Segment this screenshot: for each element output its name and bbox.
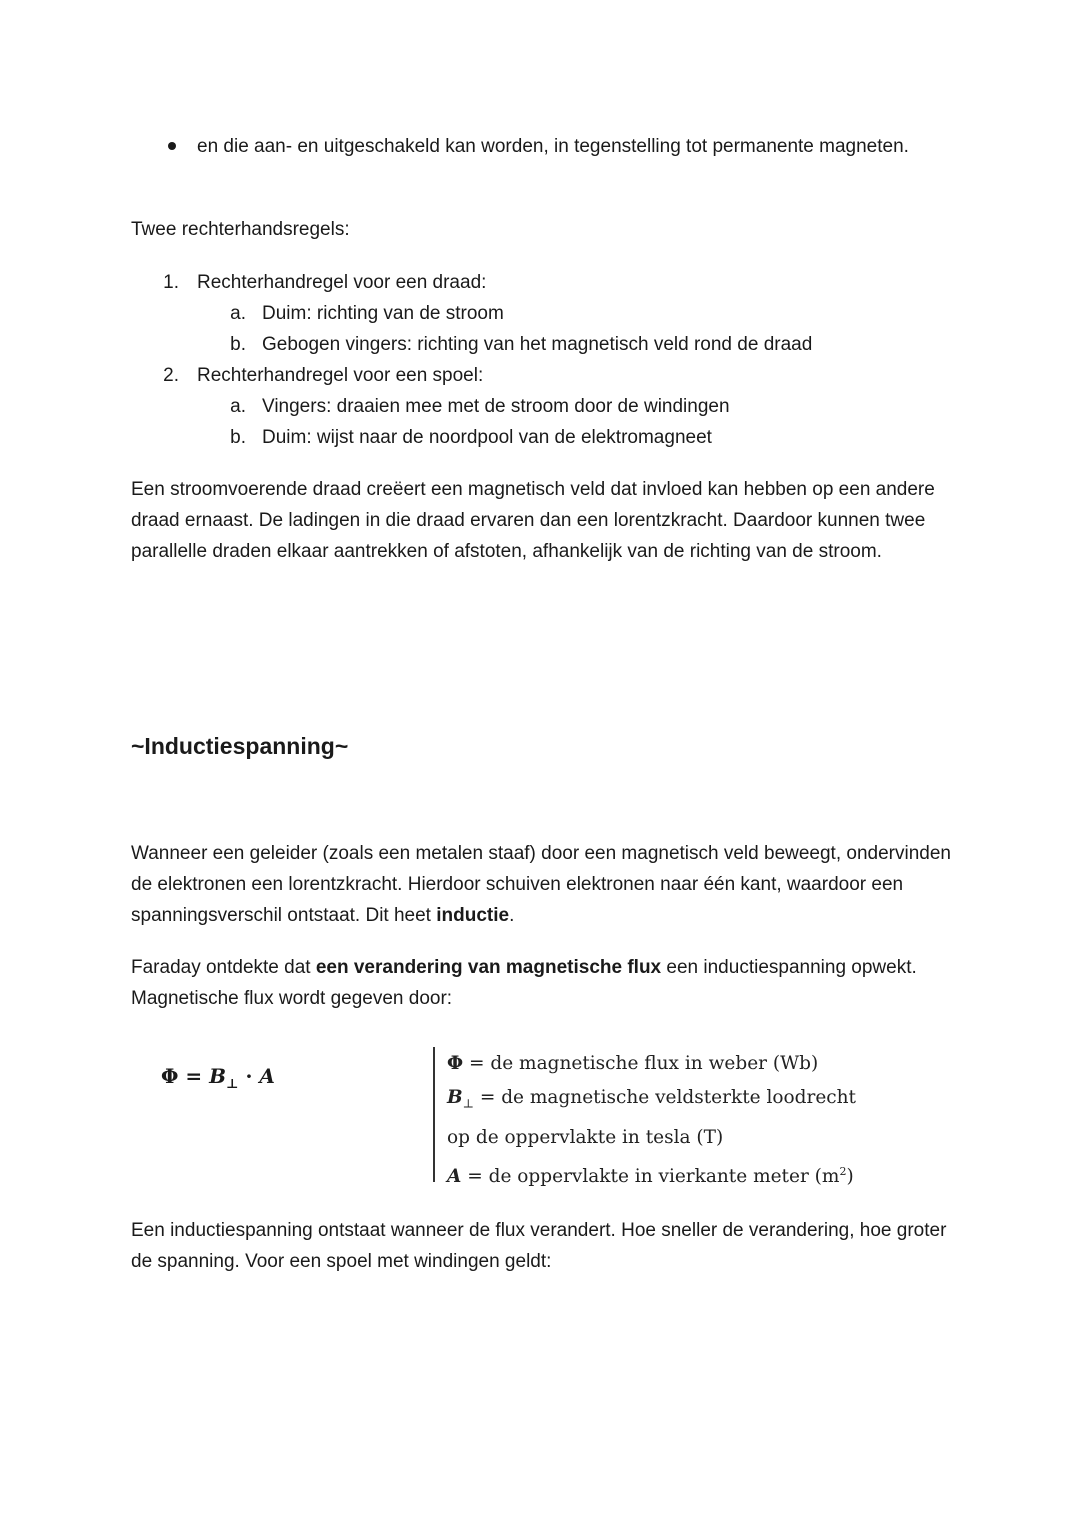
- paragraph-conductor: Wanneer een geleider (zoals een metalen staaf) door een magnetisch veld beweegt, ondervinden de elektronen een lorentzkracht. Hierdoor schuiven elektronen naar één kant, waardoor een spanningsverschil ontstaat. Dit heet inductie.: [131, 843, 951, 926]
- legend-line: op de oppervlakte in tesla (T): [447, 1126, 724, 1148]
- paragraph-final: Een inductiespanning ontstaat wanneer de flux verandert. Hoe sneller de verandering, hoe groter de spanning. Voor een spoel met windingen geldt:: [131, 1220, 947, 1272]
- rhr-intro: Twee rechterhandsregels:: [131, 219, 350, 240]
- bullet-text: en die aan- en uitgeschakeld kan worden, in tegenstelling tot permanente magneten.: [197, 136, 909, 157]
- legend-line: $B_\perp$ = de magnetische veldsterkte loodrecht: [447, 1087, 856, 1111]
- list-letter: b.: [230, 427, 246, 448]
- list-number: 2.: [163, 365, 179, 386]
- formula-legend: [433, 1047, 856, 1187]
- list-letter: b.: [230, 334, 246, 355]
- bold-term-inductie: inductie: [436, 905, 510, 926]
- paragraph-wires: Een stroomvoerende draad creëert een magnetisch veld dat invloed kan hebben op een andere draad ernaast. De ladingen in die draad ervaren dan een lorentzkracht. Daardoor kunnen twee parallelle draden elkaar aantrekken of afstoten, afhankelijk van de richting van de stroom.: [131, 479, 935, 562]
- list-subitem: Duim: wijst naar de noordpool van de elektromagneet: [262, 427, 712, 448]
- paragraph-faraday: Faraday ontdekte dat een verandering van magnetische flux een inductiespanning opwekt. Magnetische flux wordt gegeven door:: [131, 957, 917, 1009]
- list-item-label: Rechterhandregel voor een draad:: [197, 272, 487, 293]
- flux-formula: $\Phi = B_\perp \cdot A$: [161, 1064, 275, 1092]
- bold-term-flux-change: een verandering van magnetische flux: [315, 957, 662, 978]
- legend-line: A = de oppervlakte in vierkante meter $(m^2)$: [447, 1164, 854, 1187]
- list-letter: a.: [230, 396, 246, 417]
- list-letter: a.: [230, 303, 246, 324]
- bullet-icon: [168, 142, 176, 150]
- list-item-label: Rechterhandregel voor een spoel:: [197, 365, 484, 386]
- legend-line: Φ = de magnetische flux in weber (Wb): [447, 1053, 819, 1074]
- section-heading: ~Inductiespanning~: [131, 733, 349, 759]
- list-subitem: Gebogen vingers: richting van het magnetisch veld rond de draad: [262, 334, 813, 355]
- list-number: 1.: [163, 272, 179, 293]
- list-subitem: Vingers: draaien mee met de stroom door de windingen: [262, 396, 730, 417]
- list-subitem: Duim: richting van de stroom: [262, 303, 504, 324]
